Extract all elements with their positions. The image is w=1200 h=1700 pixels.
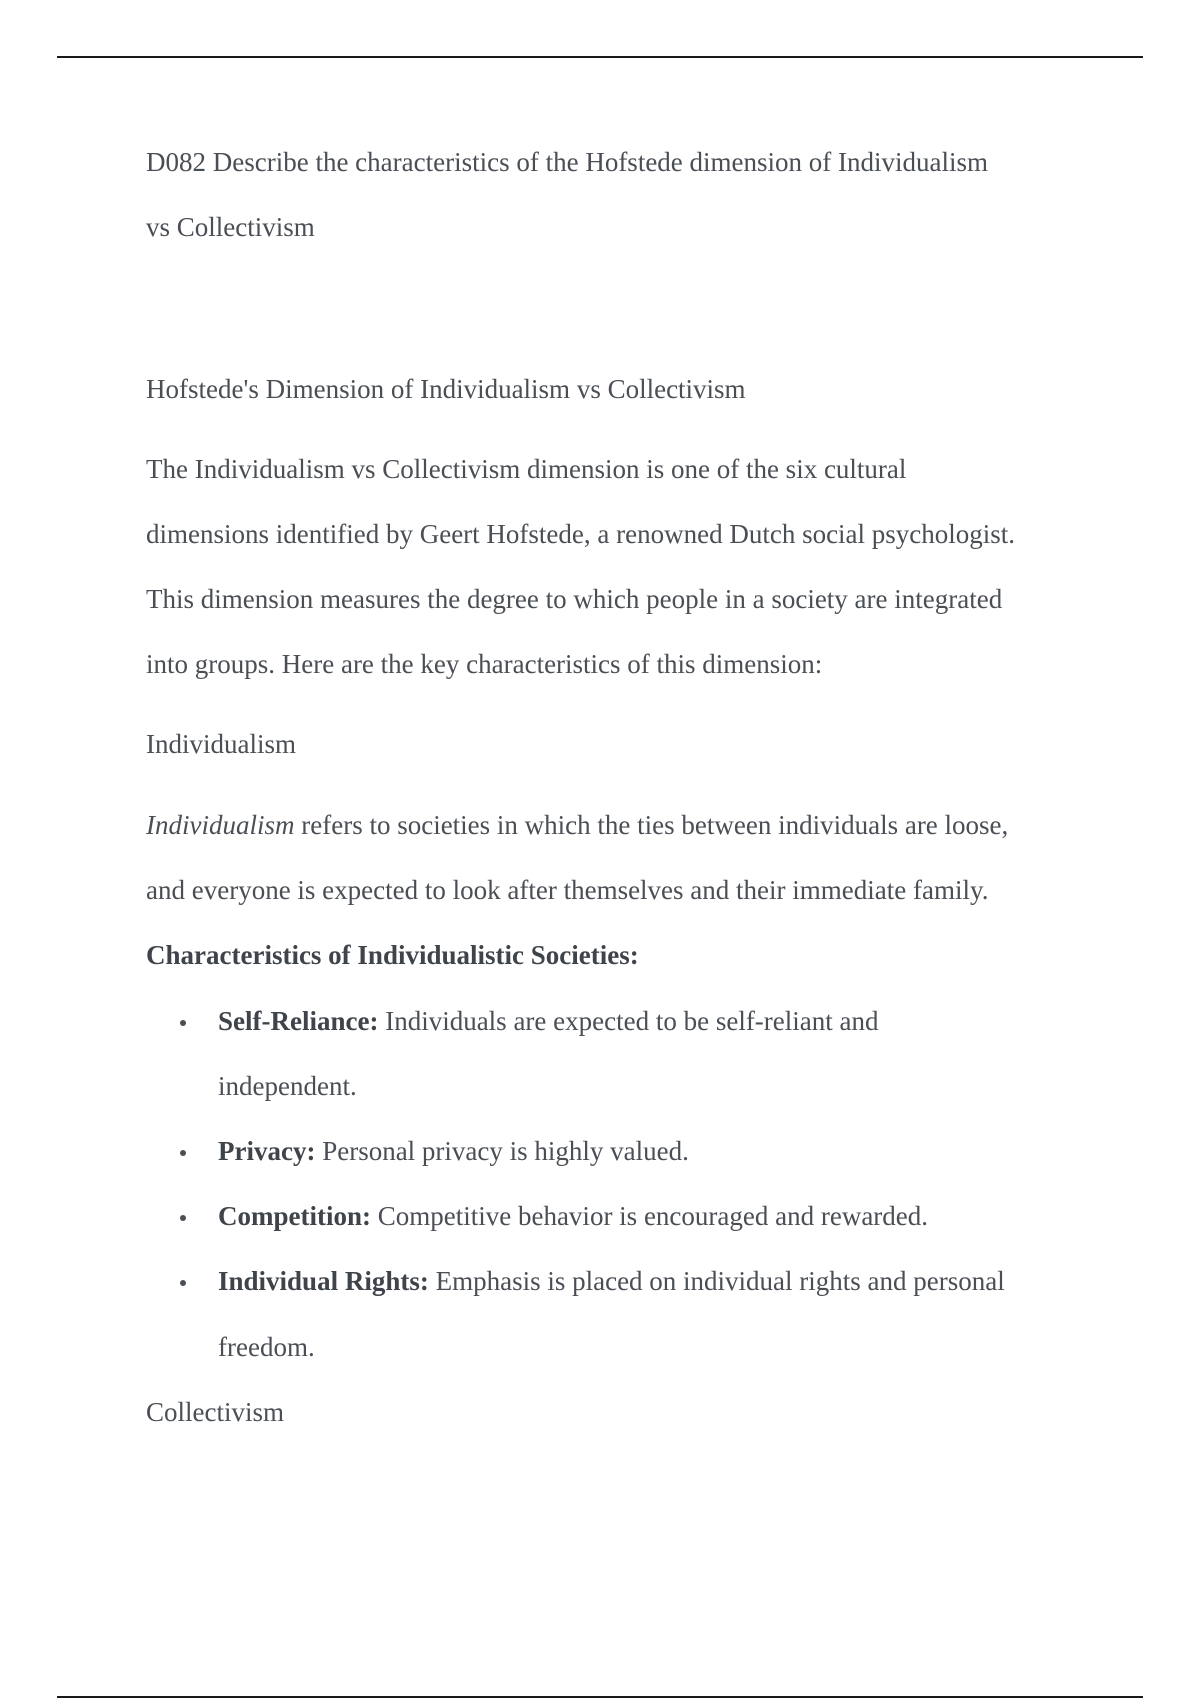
bullet-term: Individual Rights: bbox=[218, 1266, 429, 1296]
characteristics-heading-wrap bbox=[146, 939, 639, 971]
intro-line-2: dimensions identified by Geert Hofstede, a renowned Dutch social psychologist. bbox=[146, 519, 1016, 549]
top-rule bbox=[57, 56, 1143, 58]
bullet-text-line-1 bbox=[218, 1200, 928, 1232]
bullet-term: Privacy: bbox=[218, 1136, 316, 1166]
intro-line-3: This dimension measures the degree to which people in a society are integrated bbox=[146, 584, 1003, 614]
bullet-icon bbox=[180, 1020, 186, 1026]
bullet-description: Competitive behavior is encouraged and rewarded. bbox=[370, 1201, 929, 1231]
bullet-description: Emphasis is placed on individual rights and personal bbox=[428, 1266, 1005, 1296]
bottom-rule bbox=[57, 1696, 1143, 1698]
document-title-line-1: D082 Describe the characteristics of the Hofstede dimension of Individualism bbox=[146, 147, 989, 177]
individualism-definition-line-2: and everyone is expected to look after themselves and their immediate family. bbox=[146, 875, 989, 905]
individualism-heading: Individualism bbox=[146, 729, 296, 759]
bullet-text-line-2: freedom. bbox=[218, 1332, 315, 1362]
bullet-text-line-2: independent. bbox=[218, 1071, 357, 1101]
individualism-definition-line-1 bbox=[146, 809, 1008, 841]
bullet-term: Self-Reliance: bbox=[218, 1006, 379, 1036]
intro-line-4: into groups. Here are the key characteristics of this dimension: bbox=[146, 649, 823, 679]
bullet-icon bbox=[180, 1280, 186, 1286]
individualism-definition-rest: refers to societies in which the ties between individuals are loose, bbox=[294, 810, 1009, 840]
individualism-term: Individualism bbox=[146, 810, 295, 840]
bullet-icon bbox=[180, 1150, 186, 1156]
bullet-description: Individuals are expected to be self-reliant and bbox=[378, 1006, 879, 1036]
bullet-text-line-1 bbox=[218, 1265, 1005, 1297]
collectivism-heading: Collectivism bbox=[146, 1397, 284, 1427]
section-heading: Hofstede's Dimension of Individualism vs Collectivism bbox=[146, 374, 746, 404]
bullet-icon bbox=[180, 1215, 186, 1221]
intro-line-1: The Individualism vs Collectivism dimension is one of the six cultural bbox=[146, 454, 907, 484]
bullet-description: Personal privacy is highly valued. bbox=[315, 1136, 689, 1166]
bullet-term: Competition: bbox=[218, 1201, 371, 1231]
characteristics-heading: Characteristics of Individualistic Societies: bbox=[146, 940, 639, 970]
document-title-line-2: vs Collectivism bbox=[146, 212, 315, 242]
bullet-text-line-1 bbox=[218, 1135, 689, 1167]
bullet-text-line-1 bbox=[218, 1005, 879, 1037]
